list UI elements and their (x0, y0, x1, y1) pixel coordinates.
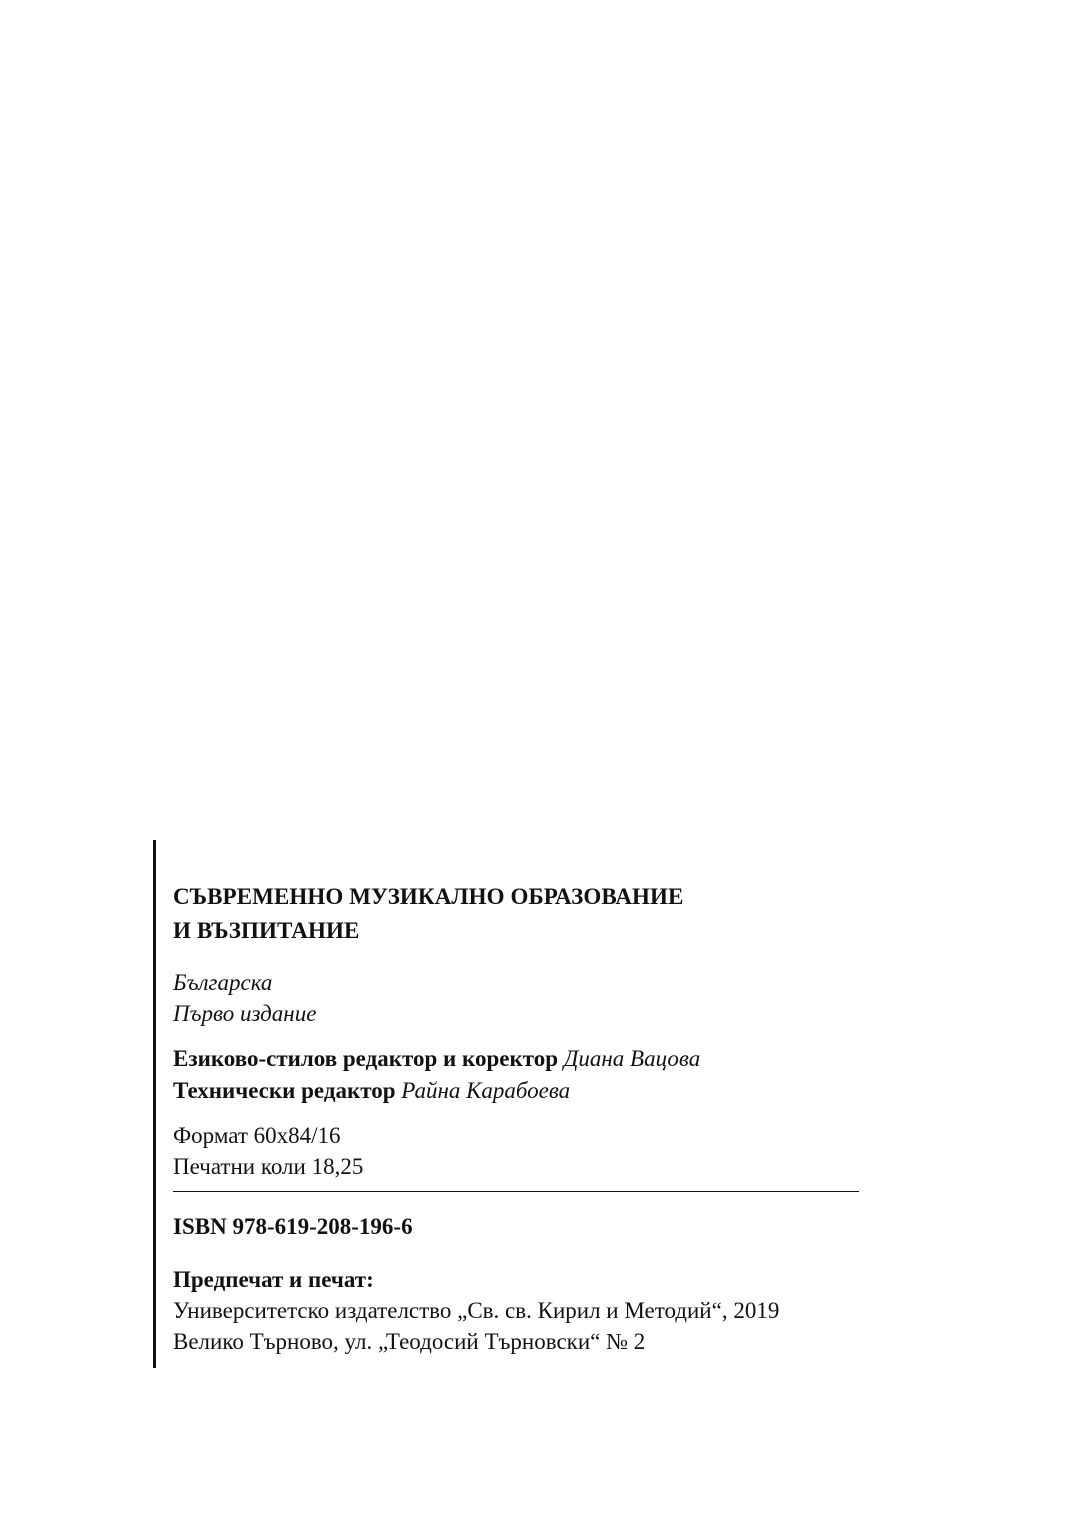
divider (173, 1191, 859, 1192)
credit-role: Технически редактор (173, 1078, 396, 1103)
book-title (173, 880, 683, 948)
address-line: Велико Търново, ул. „Теодосий Търновски“ № 2 (173, 1329, 646, 1354)
credit-line-technical-editor (173, 1075, 700, 1107)
edition-info (173, 967, 316, 1029)
colophon-block (153, 840, 858, 1368)
book-title-line-1: СЪВРЕМЕННО МУЗИКАЛНО ОБРАЗОВАНИЕ (173, 884, 684, 909)
credit-role: Езиково-стилов редактор и коректор (173, 1046, 559, 1071)
isbn: ISBN 978-619-208-196-6 (173, 1214, 413, 1239)
credit-name: Райна Карабоева (401, 1078, 571, 1103)
printing-info (173, 1264, 779, 1357)
edition-label: Първо издание (173, 1001, 317, 1026)
publisher-line: Университетско издателство „Св. св. Кирил и Методий“, 2019 (173, 1298, 780, 1323)
credits (173, 1043, 700, 1107)
printed-sheets-label: Печатни коли 18,25 (173, 1154, 364, 1179)
credit-line-copy-editor (173, 1043, 700, 1075)
language-label: Българска (173, 970, 273, 995)
book-title-line-2: И ВЪЗПИТАНИЕ (173, 918, 360, 943)
credit-name: Диана Вацова (563, 1046, 701, 1071)
print-specs (173, 1120, 363, 1182)
format-label: Формат 60x84/16 (173, 1123, 341, 1148)
printing-label: Предпечат и печат: (173, 1267, 374, 1292)
